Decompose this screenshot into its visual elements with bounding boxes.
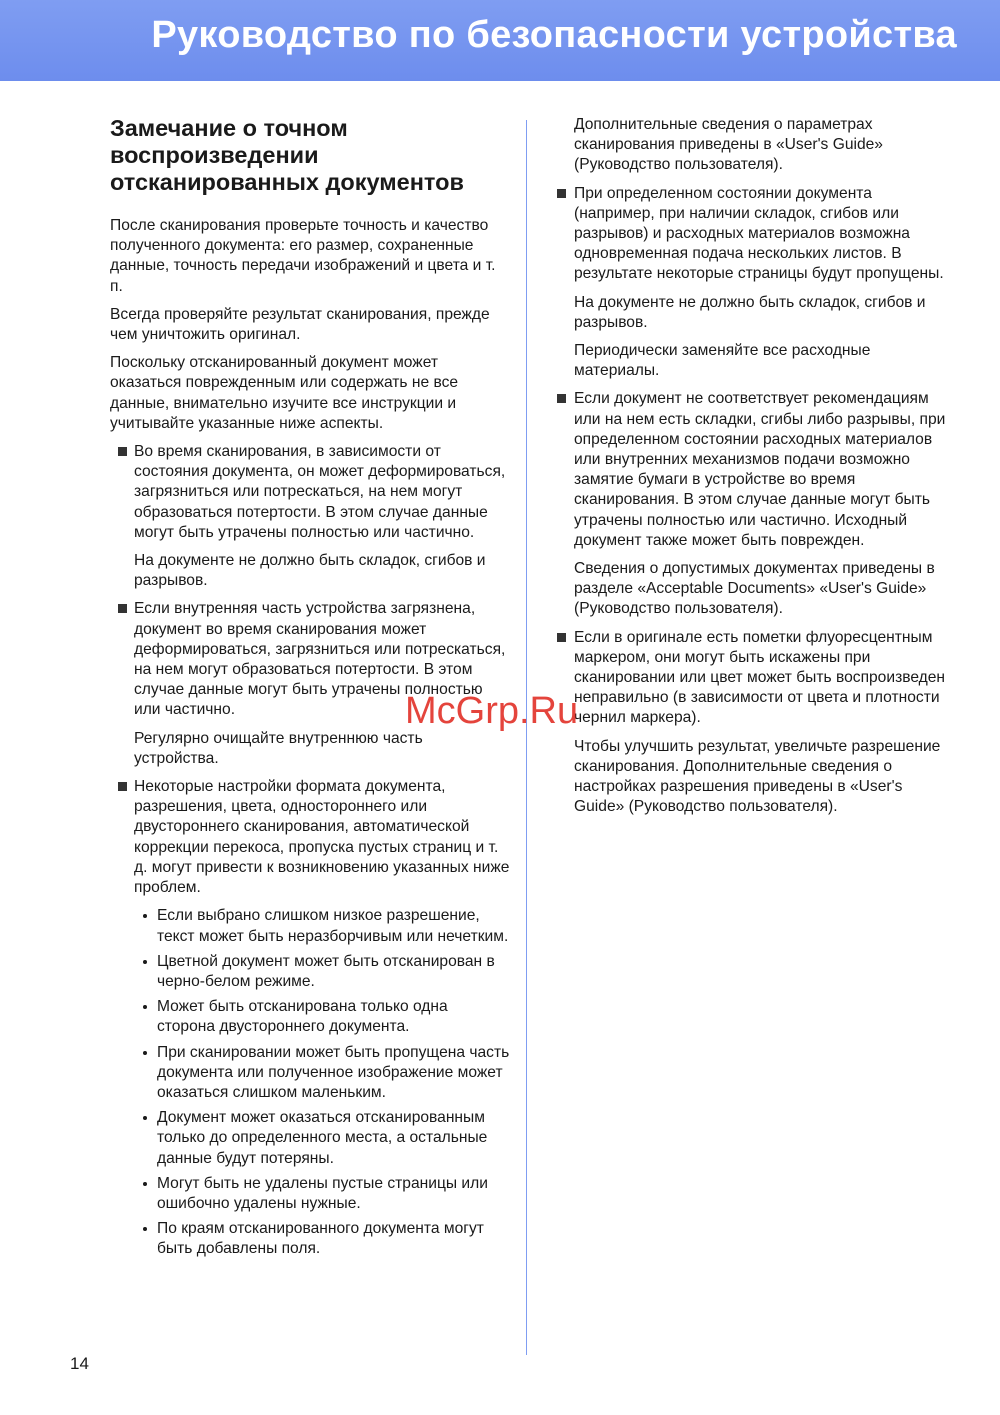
list-item — [110, 442, 510, 591]
list-item-text: При определенном состоянии документа (например, при наличии складок, сгибов или разрывов) и расходных материалов возможна одновременная подача нескольких листов. В результате некоторые страницы будут пропущены. — [574, 184, 944, 283]
list-item-note: Периодически заменяйте все расходные материалы. — [574, 342, 871, 380]
sub-list-item-text: По краям отсканированного документа могут быть добавлены поля. — [157, 1220, 484, 1258]
sub-list-item-text: Если выбрано слишком низкое разрешение, текст может быть неразборчивым или нечетким. — [157, 907, 509, 945]
column-divider — [526, 120, 527, 1355]
square-bullet-icon — [118, 447, 127, 456]
dot-bullet-icon — [143, 960, 147, 964]
sub-list-item — [134, 997, 510, 1037]
list-item-note: Регулярно очищайте внутреннюю часть устройства. — [134, 729, 423, 767]
sub-list-item-text: Документ может оказаться отсканированным только до определенного места, а остальные данные будут потеряны. — [157, 1109, 488, 1167]
dot-bullet-icon — [143, 1227, 147, 1231]
dot-bullet-icon — [143, 1182, 147, 1186]
list-item — [110, 599, 510, 769]
list-item — [556, 184, 951, 382]
page-number: 14 — [70, 1354, 89, 1373]
square-bullet-icon — [557, 633, 566, 642]
right-column — [556, 115, 951, 826]
list-item — [556, 628, 951, 818]
sub-list-item — [134, 1043, 510, 1104]
square-bullet-icon — [118, 782, 127, 791]
intro-paragraph: Поскольку отсканированный документ может оказаться поврежденным или содержать не все данные, внимательно изучите все инструкции и учитывайте указанные ниже аспекты. — [110, 354, 459, 432]
sub-list-item-text: Цветной документ может быть отсканирован в черно-белом режиме. — [157, 952, 495, 990]
square-bullet-icon — [557, 394, 566, 403]
sub-list-item-text: Могут быть не удалены пустые страницы или ошибочно удалены нужные. — [157, 1174, 488, 1212]
list-item — [556, 389, 951, 619]
sub-list-item — [134, 952, 510, 992]
square-bullet-icon — [118, 604, 127, 613]
list-item-text: Во время сканирования, в зависимости от состояния документа, он может деформироваться, загрязниться или потрескаться, на нем могут образоваться потертости. В этом случае данные могут быть утрачены полностью или частично. — [134, 443, 506, 541]
dot-bullet-icon — [143, 1051, 147, 1055]
sub-list-item — [134, 1174, 510, 1214]
sub-list-item — [134, 1219, 510, 1259]
list-item-note: Сведения о допустимых документах приведены в разделе «Acceptable Documents» «User's Guide» (Руководство пользователя). — [574, 560, 935, 618]
intro-paragraph: После сканирования проверьте точность и качество полученного документа: его размер, сохраненные данные, точность передачи изображений и цвета и т. п. — [110, 217, 496, 295]
square-bullet-icon — [557, 189, 566, 198]
watermark: McGrp.Ru — [405, 690, 579, 732]
list-item-text: Некоторые настройки формата документа, разрешения, цвета, одностороннего или двустороннего сканирования, автоматической коррекции перекоса, пропуска пустых страниц и т. д. могут привести к возникновению указанных ниже проблем. — [134, 778, 510, 897]
list-item-note: На документе не должно быть складок, сгибов и разрывов. — [134, 552, 486, 590]
list-item-text: Если документ не соответствует рекомендациям или на нем есть складки, сгибы либо разрывы, при определенном состоянии расходных материалов или внутренних механизмов подачи возможно замятие бумаги в устройстве во время сканирования. В этом случае данные могут быть утрачены полностью или частично. Исходный документ также может быть поврежден. — [574, 390, 946, 549]
list-item-note: Чтобы улучшить результат, увеличьте разрешение сканирования. Дополнительные сведения о настройках разрешения приведены в «User's Guide» (Руководство пользователя). — [574, 737, 941, 816]
dot-bullet-icon — [143, 914, 147, 918]
header-banner — [0, 0, 1000, 81]
list-item-text: Если внутренняя часть устройства загрязнена, документ во время сканирования может деформироваться, загрязниться или потрескаться, на нем могут образоваться потертости. В этом случае данные могут быть утрачены полностью или частично. — [134, 600, 506, 719]
sub-list — [110, 906, 510, 1259]
continuation-paragraph: Дополнительные сведения о параметрах сканирования приведены в «User's Guide» (Руководство пользователя). — [574, 116, 883, 174]
list-item-note: На документе не должно быть складок, сгибов и разрывов. — [574, 293, 926, 331]
sub-list-item-text: При сканировании может быть пропущена часть документа или полученное изображение может оказаться слишком маленьким. — [157, 1043, 510, 1101]
dot-bullet-icon — [143, 1005, 147, 1009]
section-heading: Замечание о точном воспроизведении отсканированных документов — [110, 115, 464, 195]
intro-paragraph: Всегда проверяйте результат сканирования, прежде чем уничтожить оригинал. — [110, 305, 490, 344]
sub-list-item — [134, 906, 510, 946]
dot-bullet-icon — [143, 1116, 147, 1120]
sub-list-item — [134, 1108, 510, 1169]
sub-list-item-text: Может быть отсканирована только одна сторона двустороннего документа. — [157, 998, 448, 1036]
list-item — [110, 777, 510, 898]
list-item-text: Если в оригинале есть пометки флуоресцентным маркером, они могут быть искажены при сканировании или цвет может быть воспроизведен неправильно (в зависимости от цвета и плотности чернил маркера). — [574, 628, 946, 727]
document-title: Руководство по безопасности устройства — [151, 14, 957, 56]
